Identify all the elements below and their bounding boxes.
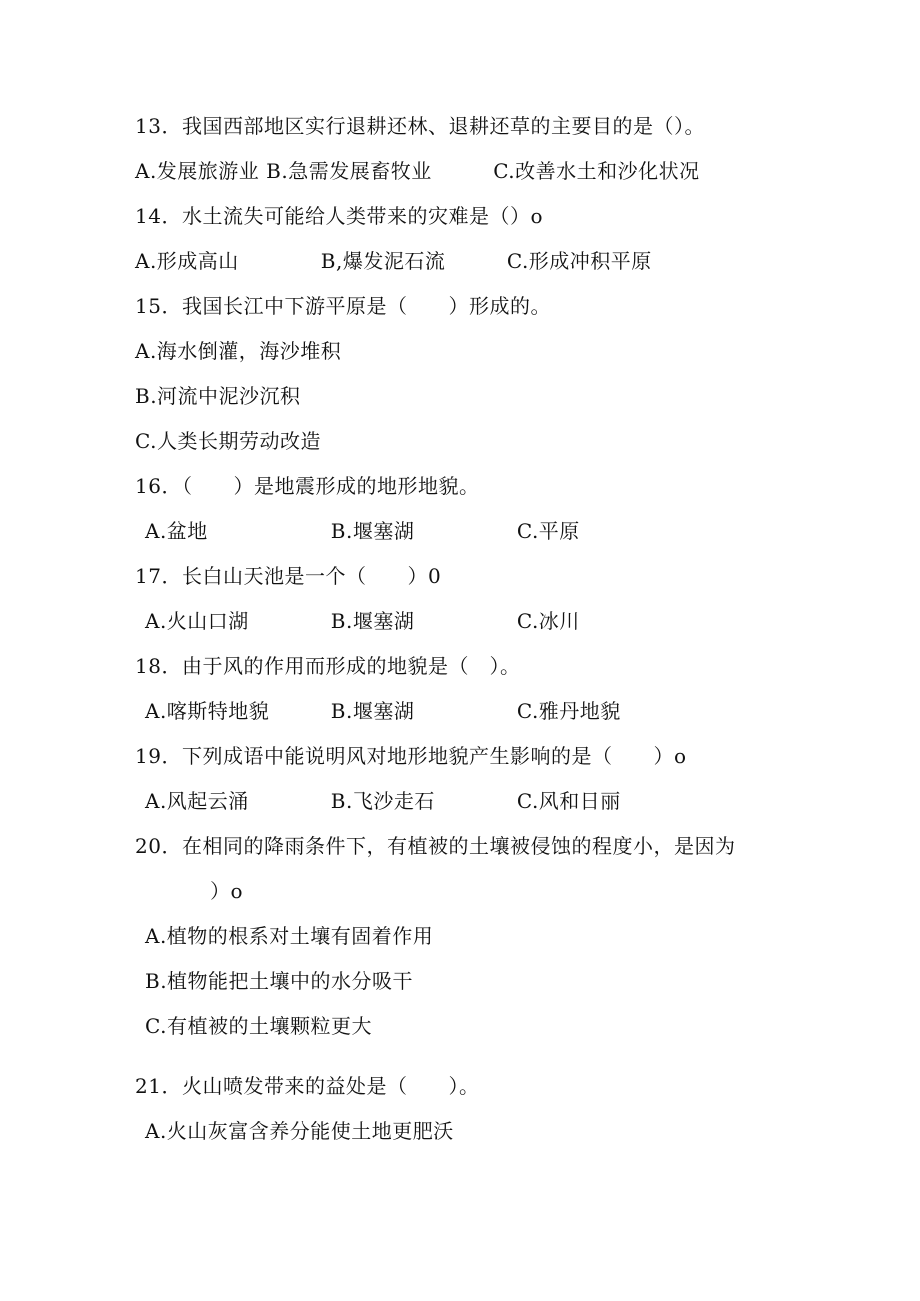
- question-18: 18．由于风的作用而形成的地貌是（ ）。: [135, 654, 521, 678]
- q20-option-a: A.植物的根系对土壤有固着作用: [145, 924, 434, 948]
- q20-option-c: C.有植被的土壤颗粒更大: [145, 1014, 372, 1038]
- q19-options: A.风起云涌 B.飞沙走石 C.风和日丽: [145, 789, 621, 813]
- q17-options: A.火山口湖 B.堰塞湖 C.冰川: [145, 609, 580, 633]
- question-19: 19．下列成语中能说明风对地形地貌产生影响的是（ ）o: [135, 744, 687, 768]
- question-13: 13．我国西部地区实行退耕还林、退耕还草的主要目的是（）。: [135, 114, 705, 138]
- question-20-continued: ）o: [210, 879, 244, 903]
- question-21: 21．火山喷发带来的益处是（ ）。: [135, 1074, 480, 1098]
- question-20: 20．在相同的降雨条件下，有植被的土壤被侵蚀的程度小，是因为: [135, 834, 736, 858]
- question-17: 17．长白山天池是一个（ ）0: [135, 564, 442, 588]
- q15-option-c: C.人类长期劳动改造: [135, 429, 321, 453]
- question-16: 16．（ ）是地震形成的地形地貌。: [135, 474, 480, 498]
- q15-option-b: B.河流中泥沙沉积: [135, 384, 301, 408]
- q16-options: A.盆地 B.堰塞湖 C.平原: [145, 519, 580, 543]
- q18-options: A.喀斯特地貌 B.堰塞湖 C.雅丹地貌: [145, 699, 621, 723]
- q21-option-a: A.火山灰富含养分能使土地更肥沃: [145, 1119, 454, 1143]
- question-14: 14．水土流失可能给人类带来的灾难是（）o: [135, 204, 543, 228]
- q14-options: A.形成高山 B,爆发泥石流 C.形成冲积平原: [135, 249, 652, 273]
- question-15: 15．我国长江中下游平原是（ ）形成的。: [135, 294, 551, 318]
- q13-options: A.发展旅游业 B.急需发展畜牧业 C.改善水土和沙化状况: [135, 159, 700, 183]
- q15-option-a: A.海水倒灌，海沙堆积: [135, 339, 342, 363]
- q20-option-b: B.植物能把土壤中的水分吸干: [145, 969, 414, 993]
